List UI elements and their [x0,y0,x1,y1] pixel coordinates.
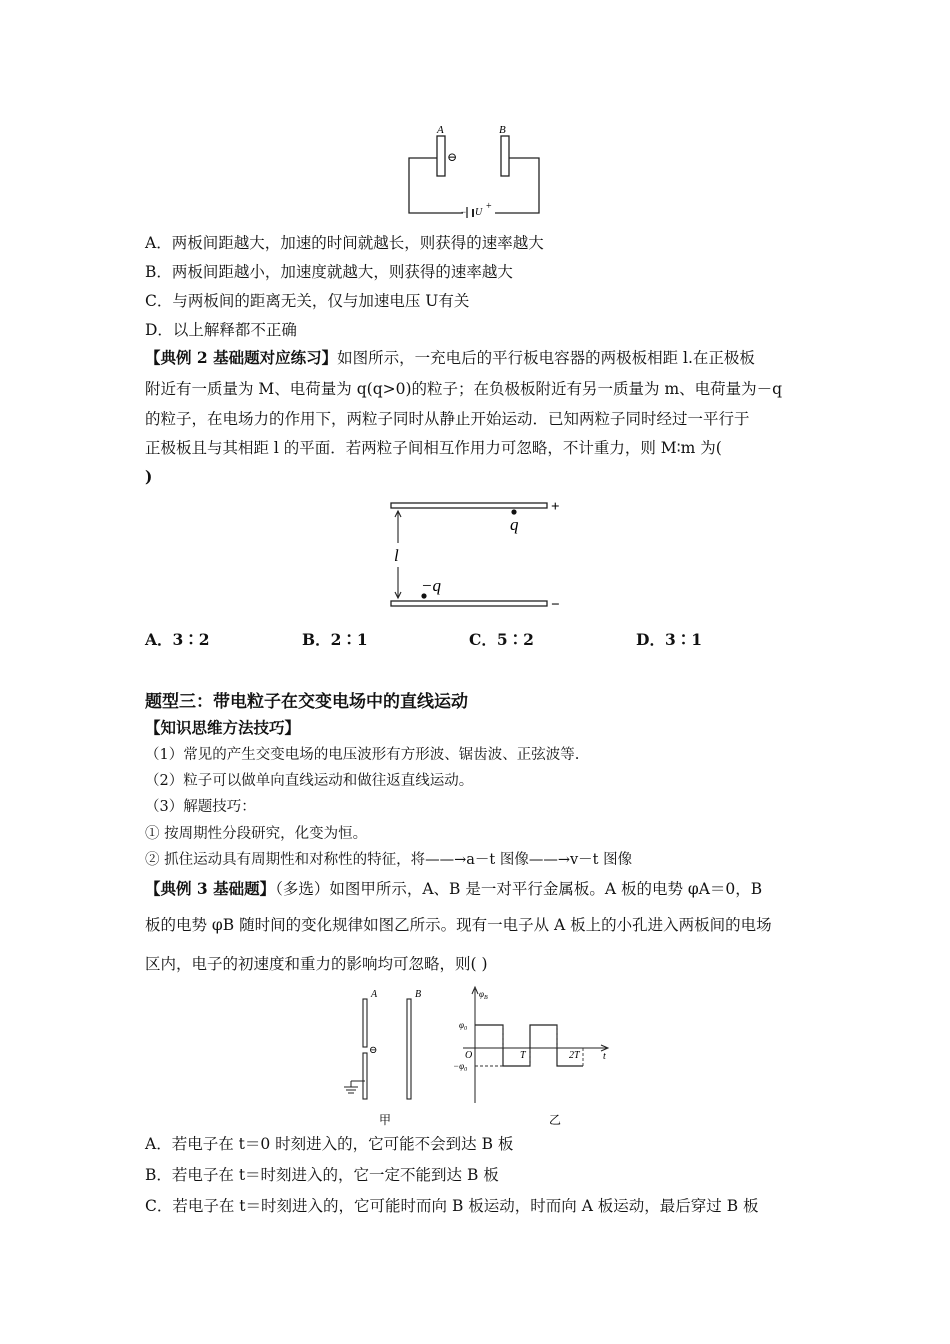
top-plate-sign: + [551,499,560,515]
plate-a [437,136,445,176]
plate-b [407,999,411,1099]
option-a: A．两板间距越大，加速的时间就越长，则获得的速率越大 [145,234,544,252]
plate-b-label: B [499,124,506,136]
tip-2: （2）粒子可以做单向直线运动和做往返直线运动。 [145,773,474,789]
example3-option-b: B．若电子在 t＝时刻进入的，它一定不能到达 B 板 [145,1166,499,1184]
top-plate [391,503,547,508]
option-c: C．与两板间的距离无关，仅与加速电压 U有关 [145,292,470,310]
example2-option-c: C．5∶2 [469,630,534,649]
example2-line-5: ) [145,467,153,486]
plate-a-lower [363,1053,367,1099]
example2-heading: 【典例 2 基础题对应练习】 [145,348,338,367]
example3-line-3: 区内，电子的初速度和重力的影响均可忽略，则( ) [145,955,488,973]
figure-capacitor-battery [395,118,555,218]
option-d: D．以上解释都不正确 [145,321,297,339]
tip-4: ① 按周期性分段研究，化变为恒。 [145,826,368,842]
label-q: q [510,515,519,534]
battery-minus: − [461,207,467,217]
phi0-label: $\varphi_0$ [459,1020,467,1032]
t-axis-label: t [603,1051,606,1062]
tip-3: （3）解题技巧： [145,799,256,815]
label-neg-q: −q [421,576,441,595]
tick-2T: 2T [569,1050,580,1061]
figure-alternating-field [335,983,625,1128]
label-l: l [394,546,399,565]
tip-5: ② 抓住运动具有周期性和对称性的特征，将——→a－t 图像——→v－t 图像 [145,852,633,868]
particle-q [511,509,516,514]
neg-phi0-label: $-\varphi_0$ [453,1061,468,1073]
example2-line-2: 附近有一质量为 M、电荷量为 q(q>0)的粒子；在负极板附近有另一质量为 m、电荷量为－q [145,380,783,398]
example2-option-b: B．2∶1 [302,630,368,649]
section-title: 题型三：带电粒子在交变电场中的直线运动 [145,692,468,712]
example3-heading: 【典例 3 基础题】 [145,879,276,898]
origin-label: O [465,1050,473,1061]
bottom-plate-sign: − [551,597,560,613]
example2-line-1: 【典例 2 基础题对应练习】如图所示，一充电后的平行板电容器的两极板相距 l.在正极板 [145,348,755,367]
tip-1: （1）常见的产生交变电场的电压波形有方形波、锯齿波、正弦波等. [145,747,580,763]
example3-line-2: 板的电势 φB 随时间的变化规律如图乙所示。现有一电子从 A 板上的小孔进入两板间的电场 [145,916,772,934]
plate-b [501,136,509,176]
tips-heading: 【知识思维方法技巧】 [145,718,301,737]
example3-line-1: 【典例 3 基础题】（多选）如图甲所示，A、B 是一对平行金属板。A 板的电势 φA＝0，B [145,879,763,898]
tick-T: T [520,1050,526,1061]
figure-parallel-plates [385,495,575,615]
plate-a-label: A [437,124,444,136]
example2-option-d: D．3∶1 [636,630,703,649]
fig3-plate-a-label: A [371,989,378,1000]
electron-symbol: ⊖ [447,150,458,164]
example2-option-a: A．3∶2 [145,630,210,649]
square-wave [475,1025,583,1066]
battery-plus: + [486,201,492,212]
plate-a-upper [363,999,367,1047]
caption-right: 乙 [549,1113,562,1127]
caption-left: 甲 [379,1113,392,1127]
example2-line-3: 的粒子，在电场力的作用下，两粒子同时从静止开始运动．已知两粒子同时经过一平行于 [145,410,750,428]
fig3-electron-symbol: ⊖ [369,1045,378,1056]
example2-line-4: 正极板且与其相距 l 的平面．若两粒子间相互作用力可忽略，不计重力，则 M∶m 为( [145,439,722,457]
phi-b-label: $\varphi_B$ [479,989,488,1001]
example3-option-c: C．若电子在 t＝时刻进入的，它可能时而向 B 板运动，时而向 A 板运动，最后穿过 B 板 [145,1197,759,1215]
battery-u: U [475,207,483,218]
option-b: B．两板间距越小，加速度就越大，则获得的速率越大 [145,263,513,281]
fig3-plate-b-label: B [415,989,422,1000]
bottom-plate [391,601,547,606]
example3-option-a: A．若电子在 t＝0 时刻进入的，它可能不会到达 B 板 [145,1135,514,1153]
